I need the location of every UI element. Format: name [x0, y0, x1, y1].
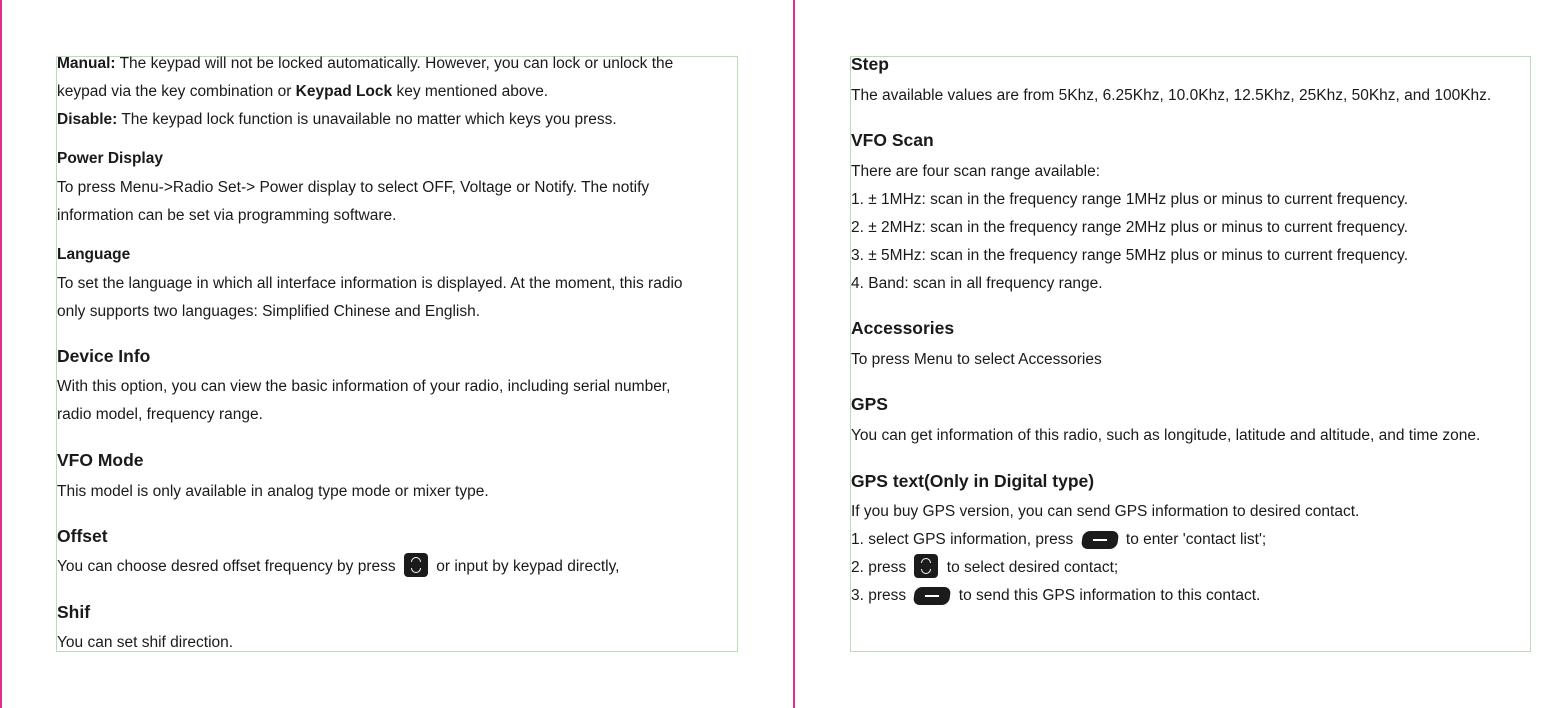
gps-step-2-text-a: 2. press — [851, 559, 907, 577]
device-info-line-2: radio model, frequency range. — [57, 406, 263, 423]
disable-label: Disable: — [57, 111, 118, 128]
vfo-scan-intro: There are four scan range available: — [851, 163, 1101, 180]
language-heading: Language — [57, 246, 131, 263]
language-line-1: To set the language in which all interface information is displayed. At the moment, this radio — [57, 275, 683, 292]
shif-heading: Shif — [57, 602, 91, 622]
gps-step-1-text-b: to enter 'contact list'; — [1125, 531, 1267, 548]
gps-heading: GPS — [851, 394, 888, 414]
gps-step-2-text-b: to select desired contact; — [946, 559, 1119, 577]
offset-heading: Offset — [57, 526, 108, 546]
vfo-mode-heading: VFO Mode — [57, 450, 144, 470]
manual-text-2b: key mentioned above. — [392, 83, 549, 100]
soft-key-icon — [1080, 531, 1119, 549]
gps-step-1 — [851, 530, 1266, 550]
manual-paragraph-line-2 — [57, 82, 548, 102]
offset-text-a: You can choose desred offset frequency by press — [57, 558, 396, 576]
power-display-heading: Power Display — [57, 150, 163, 167]
vfo-scan-item: 3. ± 5MHz: scan in the frequency range 5MHz plus or minus to current frequency. — [851, 247, 1409, 264]
gps-line-1: You can get information of this radio, such as longitude, latitude and altitude, and time zone. — [851, 427, 1481, 444]
manual-text-1: The keypad will not be locked automatically. However, you can lock or unlock the — [115, 55, 674, 72]
manual-text-2a: keypad via the key combination or — [57, 83, 296, 100]
shif-line-1: You can set shif direction. — [57, 634, 234, 651]
vfo-scan-item: 2. ± 2MHz: scan in the frequency range 2MHz plus or minus to current frequency. — [851, 219, 1409, 236]
disable-paragraph — [57, 110, 617, 130]
gps-step-2 — [851, 558, 1118, 578]
page-divider — [793, 0, 795, 708]
disable-text: The keypad lock function is unavailable no matter which keys you press. — [117, 111, 617, 128]
gps-step-3-text-b: to send this GPS information to this contact. — [958, 587, 1261, 604]
gps-step-1-text-a: 1. select GPS information, press — [851, 531, 1074, 548]
vfo-scan-heading: VFO Scan — [851, 130, 934, 150]
offset-text-b: or input by keypad directly, — [436, 558, 620, 576]
gps-step-3 — [851, 586, 1260, 606]
gps-text-heading: GPS text(Only in Digital type) — [851, 471, 1095, 491]
accessories-heading: Accessories — [851, 318, 955, 338]
vfo-scan-item: 4. Band: scan in all frequency range. — [851, 275, 1103, 292]
language-line-2: only supports two languages: Simplified Chinese and English. — [57, 303, 481, 320]
step-line-1: The available values are from 5Khz, 6.25Khz, 10.0Khz, 12.5Khz, 25Khz, 50Khz, and 100Khz. — [851, 87, 1492, 104]
manual-label: Manual: — [57, 55, 116, 72]
vfo-scan-item: 1. ± 1MHz: scan in the frequency range 1MHz plus or minus to current frequency. — [851, 191, 1409, 208]
device-info-heading: Device Info — [57, 346, 151, 366]
up-down-navigation-key-icon — [404, 553, 428, 577]
device-info-line-1: With this option, you can view the basic information of your radio, including serial number, — [57, 378, 671, 395]
offset-line-1 — [57, 557, 620, 577]
soft-key-icon — [913, 587, 952, 605]
step-heading: Step — [851, 54, 889, 74]
vfo-mode-line-1: This model is only available in analog type mode or mixer type. — [57, 483, 489, 500]
gps-text-line-1: If you buy GPS version, you can send GPS information to desired contact. — [851, 503, 1360, 520]
power-display-line-2: information can be set via programming software. — [57, 207, 397, 224]
up-down-navigation-key-icon — [914, 554, 938, 578]
power-display-line-1: To press Menu->Radio Set-> Power display to select OFF, Voltage or Notify. The notify — [57, 179, 650, 196]
page-edge-left — [0, 0, 2, 708]
accessories-line-1: To press Menu to select Accessories — [851, 351, 1102, 368]
gps-step-3-text-a: 3. press — [851, 587, 907, 604]
keypad-lock-label: Keypad Lock — [295, 83, 393, 100]
manual-paragraph-line-1 — [57, 54, 673, 74]
